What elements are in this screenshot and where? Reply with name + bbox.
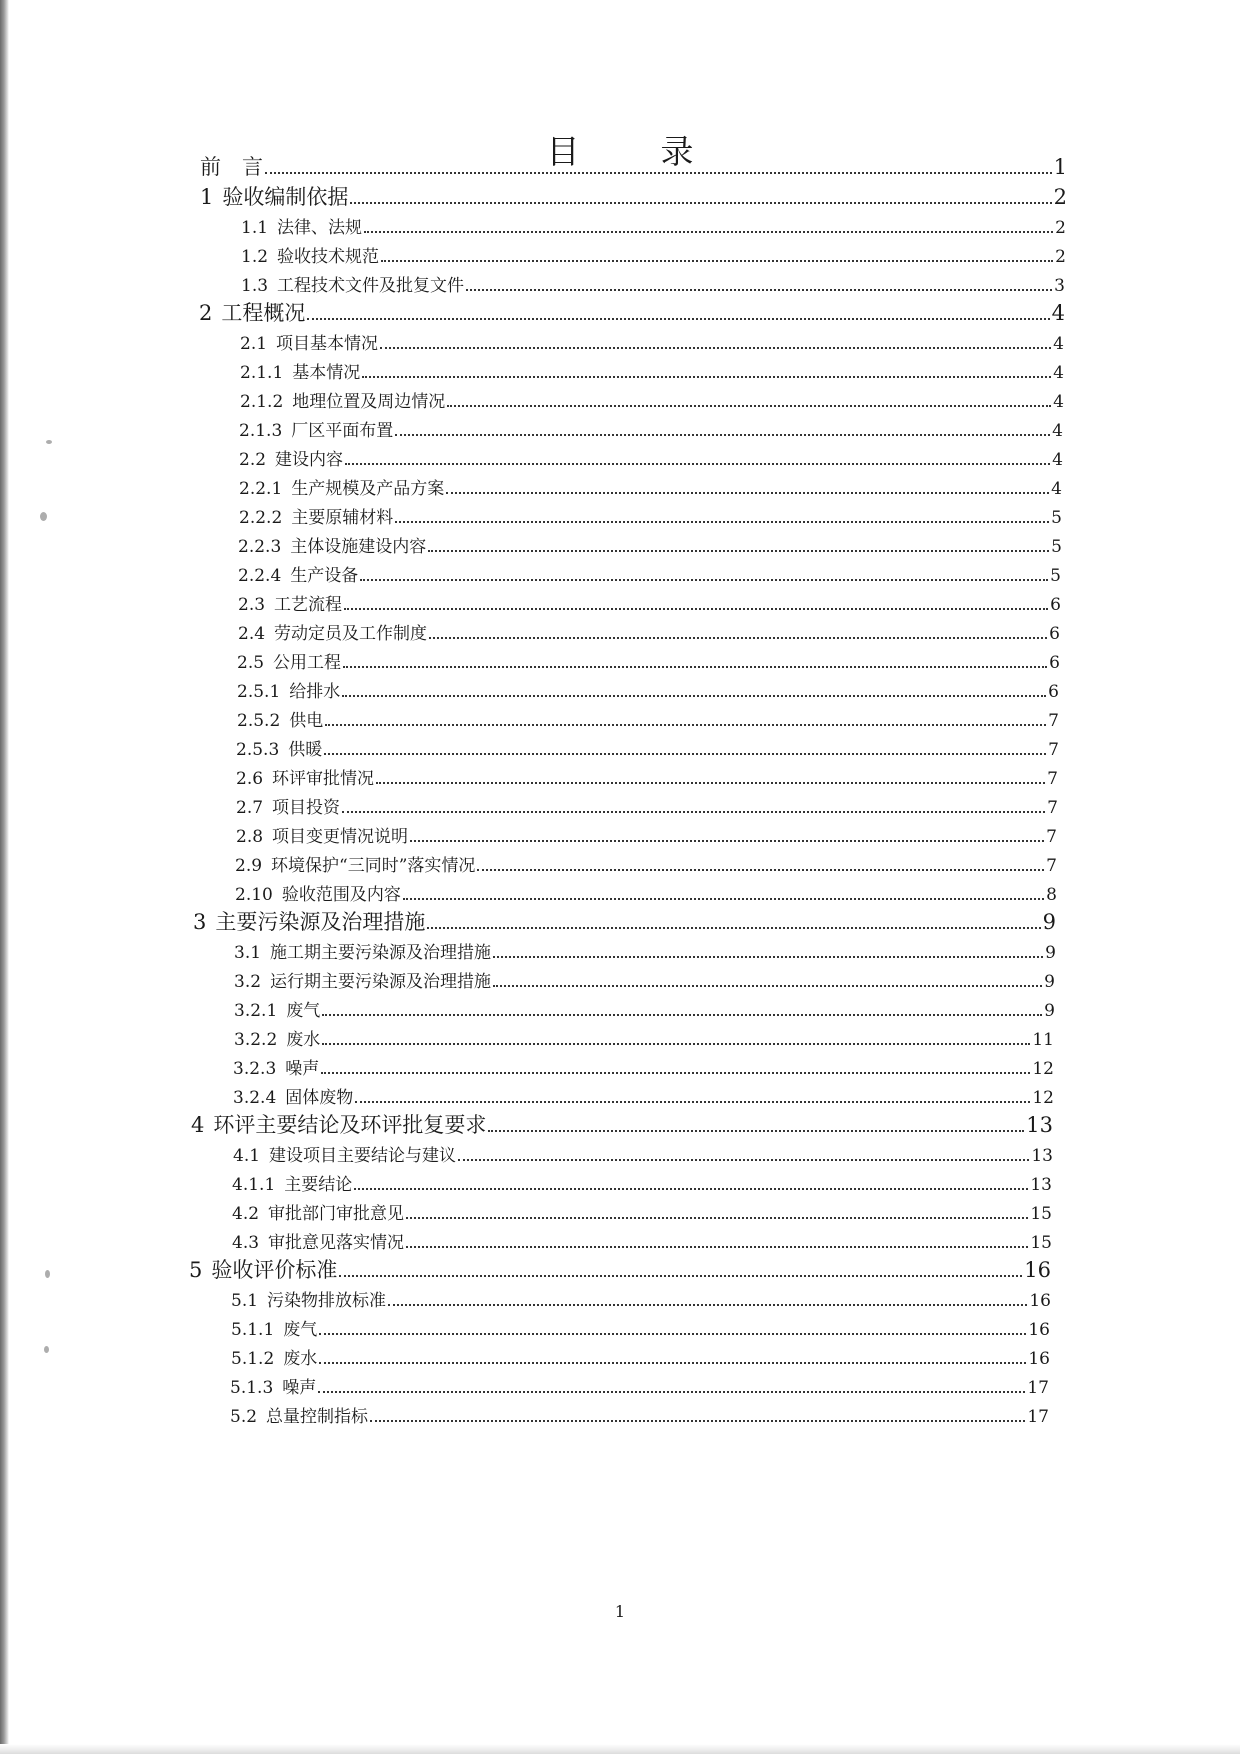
toc-entry[interactable] [230, 1396, 1049, 1426]
toc-dot-leader [319, 1362, 1026, 1364]
toc-entry-label: 验收评价标准 [211, 1258, 338, 1282]
toc-entry-number: 2.2.1 [239, 479, 283, 499]
toc-entry-number: 1 [200, 185, 214, 209]
toc-entry[interactable] [231, 1309, 1050, 1339]
toc-entry-label: 生产设备 [290, 566, 359, 586]
scan-speck [44, 1346, 49, 1353]
toc-page-number: 17 [1027, 1378, 1049, 1398]
toc-entry-label: 审批意见落实情况 [268, 1233, 405, 1253]
toc-dot-leader [477, 869, 1044, 871]
toc-dot-leader [322, 1043, 1030, 1045]
toc-entry-title [235, 858, 475, 875]
toc-dot-leader [322, 1014, 1042, 1016]
toc-dot-leader [403, 898, 1044, 900]
toc-entry-label: 法律、法规 [277, 218, 363, 238]
toc-entry-label: 主要污染源及治理措施 [215, 910, 426, 934]
toc-entry[interactable] [235, 845, 1057, 875]
toc-dot-leader [376, 782, 1045, 784]
toc-entry[interactable] [189, 1251, 1051, 1281]
toc-entry-title [241, 220, 362, 237]
toc-entry-number: 3.2.1 [234, 1001, 278, 1021]
toc-entry-label: 废气 [286, 1001, 321, 1021]
toc-entry-label: 废水 [286, 1030, 321, 1050]
toc-entry-number: 2.2.4 [238, 566, 282, 586]
toc-entry[interactable] [234, 1019, 1054, 1049]
toc-entry[interactable] [233, 1048, 1054, 1078]
toc-dot-leader [406, 1217, 1028, 1219]
toc-entry-number: 4 [191, 1113, 205, 1137]
toc-entry-label: 环境保护“三同时”落实情况 [271, 856, 476, 876]
toc-entry-label: 工程概况 [221, 301, 306, 325]
scan-shadow-left [0, 0, 9, 1754]
toc-entry-title [191, 1115, 486, 1136]
toc-entry-label: 验收技术规范 [277, 247, 380, 267]
toc-page-number: 15 [1030, 1204, 1052, 1224]
toc-entry-number: 2.5 [237, 653, 265, 673]
toc-page-number: 12 [1032, 1088, 1054, 1108]
toc-entry-number: 4.2 [232, 1204, 260, 1224]
toc-entry-number: 2.6 [236, 769, 264, 789]
toc-dot-leader [488, 1130, 1024, 1132]
toc-dot-leader [388, 1304, 1027, 1306]
toc-entry-number: 1.2 [241, 247, 269, 267]
toc-page-number: 13 [1026, 1113, 1053, 1137]
toc-entry-number: 2.10 [235, 885, 273, 905]
toc-entry-number: 5 [189, 1258, 203, 1282]
toc-entry[interactable] [200, 148, 1067, 178]
toc-page-number: 7 [1046, 856, 1057, 876]
toc-entry[interactable] [237, 642, 1060, 672]
scan-speck [40, 512, 47, 521]
toc-entry-title [234, 974, 491, 991]
scan-speck [45, 1270, 50, 1278]
toc-entry-title [234, 1032, 320, 1049]
toc-entry[interactable] [237, 671, 1059, 701]
toc-entry-number: 2.5.3 [236, 740, 280, 760]
toc-entry[interactable] [231, 1338, 1050, 1368]
toc-entry[interactable] [233, 1135, 1053, 1165]
toc-entry-label: 供暖 [288, 740, 323, 760]
toc-entry-label: 厂区平面布置 [291, 421, 394, 441]
toc-entry[interactable] [191, 1106, 1053, 1136]
toc-dot-leader [466, 289, 1052, 291]
toc-entry-title [200, 157, 263, 178]
toc-entry-number: 2.1.1 [240, 363, 284, 383]
toc-entry[interactable] [241, 265, 1065, 295]
toc-entry-number: 5.2 [230, 1407, 258, 1427]
toc-page-number: 3 [1054, 276, 1065, 296]
toc-entry-title [240, 365, 360, 382]
toc-entry[interactable] [234, 961, 1055, 991]
toc-entry-label: 主要原辅材料 [291, 508, 394, 528]
toc-entry-number: 4.1 [233, 1146, 261, 1166]
toc-entry-title [237, 713, 323, 730]
toc-entry[interactable] [236, 758, 1058, 788]
toc-page-number: 9 [1045, 943, 1056, 963]
toc-entry-number: 2.7 [236, 798, 264, 818]
toc-entry-label: 项目基本情况 [276, 334, 379, 354]
toc-entry[interactable] [236, 787, 1058, 817]
toc-entry-label: 公用工程 [273, 653, 342, 673]
toc-entry-label: 施工期主要污染源及治理措施 [270, 943, 492, 963]
toc-page-number: 8 [1046, 885, 1057, 905]
toc-entry[interactable] [239, 410, 1063, 440]
toc-dot-leader [265, 172, 1052, 174]
toc-entry[interactable] [193, 903, 1056, 933]
toc-entry-title [236, 829, 408, 846]
toc-page-number: 4 [1051, 301, 1065, 325]
toc-entry-title [241, 249, 379, 266]
toc-entry-label: 供电 [289, 711, 324, 731]
toc-entry-number: 5.1.1 [231, 1320, 275, 1340]
toc-dot-leader [355, 1101, 1030, 1103]
toc-entry-number: 4.1.1 [232, 1175, 276, 1195]
toc-entry[interactable] [234, 990, 1055, 1020]
toc-dot-leader [427, 927, 1040, 929]
toc-dot-leader [324, 753, 1046, 755]
toc-entry-number: 1.1 [241, 218, 269, 238]
toc-dot-leader [339, 1275, 1022, 1277]
toc-dot-leader [428, 550, 1049, 552]
toc-entry[interactable] [238, 584, 1061, 614]
toc-entry-title [238, 597, 342, 614]
toc-page-number: 5 [1051, 537, 1062, 557]
toc-entry-title [234, 945, 491, 962]
toc-entry[interactable] [241, 207, 1066, 237]
toc-entry-number: 3 [193, 910, 207, 934]
toc-entry[interactable] [240, 381, 1064, 411]
toc-page-number: 15 [1030, 1233, 1052, 1253]
toc-dot-leader [380, 347, 1051, 349]
toc-page-number: 4 [1053, 334, 1064, 354]
toc-entry-label: 项目变更情况说明 [272, 827, 409, 847]
toc-entry[interactable] [200, 178, 1067, 208]
toc-dot-leader [318, 1391, 1025, 1393]
toc-entry-label: 劳动定员及工作制度 [274, 624, 428, 644]
toc-dot-leader [447, 405, 1051, 407]
toc-entry-title [233, 1090, 353, 1107]
toc-entry-title [231, 1322, 317, 1339]
toc-entry-title [193, 912, 425, 933]
toc-entry-number: 2.3 [238, 595, 266, 615]
toc-page-number: 16 [1028, 1320, 1050, 1340]
toc-entry-number: 5.1.3 [230, 1378, 274, 1398]
toc-page-number: 6 [1050, 595, 1061, 615]
toc-entry[interactable] [241, 236, 1066, 266]
toc-entry-title [236, 800, 340, 817]
toc-page-number: 16 [1024, 1258, 1051, 1282]
toc-page-number: 7 [1046, 827, 1057, 847]
toc-dot-leader [395, 434, 1050, 436]
toc-entry[interactable] [236, 729, 1059, 759]
toc-page-number: 4 [1053, 363, 1064, 383]
toc-entry-label: 建设内容 [275, 450, 344, 470]
toc-entry[interactable] [238, 555, 1061, 585]
toc-dot-leader [493, 985, 1042, 987]
toc-entry-label: 项目投资 [272, 798, 341, 818]
toc-entry-number: 5.1 [231, 1291, 259, 1311]
toc-page-number: 7 [1048, 711, 1059, 731]
toc-entry[interactable] [238, 613, 1060, 643]
toc-page-number: 16 [1028, 1349, 1050, 1369]
toc-page-number: 4 [1051, 479, 1062, 499]
toc-entry[interactable] [234, 932, 1056, 962]
toc-dot-leader [370, 1420, 1025, 1422]
toc-dot-leader [342, 811, 1045, 813]
toc-entry-label: 废气 [283, 1320, 318, 1340]
toc-entry-label: 噪声 [282, 1378, 317, 1398]
toc-entry-title [240, 394, 445, 411]
toc-dot-leader [360, 579, 1048, 581]
toc-dot-leader [343, 666, 1047, 668]
toc-entry-title [230, 1409, 368, 1426]
toc-entry-number: 2 [199, 301, 213, 325]
toc-entry-title [237, 655, 341, 672]
toc-entry-label: 基本情况 [292, 363, 361, 383]
toc-entry-number: 3.2.3 [233, 1059, 277, 1079]
toc-entry-number: 2.1.2 [240, 392, 284, 412]
toc-entry-label: 验收范围及内容 [281, 885, 401, 905]
toc-page-number: 6 [1048, 682, 1059, 702]
toc-entry-label: 生产规模及产品方案 [291, 479, 445, 499]
toc-dot-leader [362, 376, 1051, 378]
toc-entry-label: 废水 [283, 1349, 318, 1369]
toc-title: 目 录 [546, 132, 718, 171]
toc-page-number: 5 [1051, 508, 1062, 528]
toc-dot-leader [319, 1333, 1026, 1335]
toc-entry[interactable] [232, 1222, 1052, 1252]
toc-dot-leader [345, 463, 1050, 465]
toc-dot-leader [350, 202, 1051, 204]
toc-entry-title [239, 423, 393, 440]
toc-page-number: 7 [1048, 740, 1059, 760]
toc-entry-number: 2.2.2 [239, 508, 283, 528]
toc-entry-number: 3.2 [234, 972, 262, 992]
toc-entry-number: 3.1 [234, 943, 262, 963]
toc-entry-label: 总量控制指标 [266, 1407, 369, 1427]
toc-entry[interactable] [230, 1367, 1049, 1397]
toc-entry[interactable] [240, 352, 1064, 382]
toc-dot-leader [429, 637, 1047, 639]
toc-entry-label: 污染物排放标准 [267, 1291, 387, 1311]
page-number-footer: 1 [614, 1602, 626, 1621]
toc-page-number: 6 [1049, 624, 1060, 644]
toc-page-number: 12 [1032, 1059, 1054, 1079]
scan-shadow-bottom [0, 1744, 1240, 1754]
toc-entry-number: 3.2.2 [234, 1030, 278, 1050]
toc-entry-label: 工艺流程 [274, 595, 343, 615]
toc-entry-label: 运行期主要污染源及治理措施 [270, 972, 492, 992]
toc-entry[interactable] [233, 1077, 1054, 1107]
toc-entry-number: 1.3 [241, 276, 269, 296]
toc-dot-leader [406, 1246, 1028, 1248]
toc-entry-label: 前 言 [200, 155, 263, 179]
toc-entry-title [238, 568, 358, 585]
toc-entry-label: 主要结论 [284, 1175, 353, 1195]
toc-entry[interactable] [239, 439, 1063, 469]
toc-entry-label: 环评主要结论及环评批复要求 [213, 1113, 487, 1137]
toc-entry-title [189, 1260, 337, 1281]
toc-entry[interactable] [240, 323, 1064, 353]
toc-entry-title [230, 1380, 316, 1397]
toc-entry-title [232, 1235, 404, 1252]
toc-dot-leader [395, 521, 1049, 523]
toc-dot-leader [325, 724, 1046, 726]
toc-entry-number: 2.1 [240, 334, 268, 354]
toc-dot-leader [354, 1188, 1028, 1190]
toc-page-number: 4 [1053, 392, 1064, 412]
toc-entry-title [237, 684, 340, 701]
toc-entry[interactable] [235, 874, 1057, 904]
toc-entry-title [239, 452, 343, 469]
toc-entry[interactable] [232, 1193, 1052, 1223]
toc-page-number: 4 [1052, 450, 1063, 470]
toc-entry-number: 2.8 [236, 827, 264, 847]
toc-page-number: 5 [1050, 566, 1061, 586]
toc-dot-leader [410, 840, 1044, 842]
toc-entry[interactable] [231, 1280, 1051, 1310]
toc-entry[interactable] [239, 497, 1062, 527]
toc-entry-label: 主体设施建设内容 [290, 537, 427, 557]
toc-page-number: 9 [1044, 1001, 1055, 1021]
toc-entry-label: 噪声 [285, 1059, 320, 1079]
toc-dot-leader [307, 318, 1049, 320]
toc-dot-leader [381, 260, 1053, 262]
toc-page-number: 2 [1055, 218, 1066, 238]
toc-dot-leader [493, 956, 1043, 958]
toc-entry-title [199, 303, 305, 324]
toc-entry-number: 2.2 [239, 450, 267, 470]
toc-entry-label: 建设项目主要结论与建议 [269, 1146, 457, 1166]
toc-entry-title [238, 626, 427, 643]
toc-dot-leader [364, 231, 1053, 233]
toc-entry-title [233, 1148, 456, 1165]
toc-page-number: 2 [1055, 247, 1066, 267]
toc-page-number: 11 [1032, 1030, 1054, 1050]
toc-dot-leader [321, 1072, 1030, 1074]
toc-entry-title [200, 187, 348, 208]
toc-page-number: 13 [1030, 1175, 1052, 1195]
toc-entry[interactable] [238, 526, 1062, 556]
toc-page-number: 2 [1053, 185, 1067, 209]
toc-entry-title [232, 1177, 352, 1194]
toc-dot-leader [446, 492, 1049, 494]
toc-page-number: 6 [1049, 653, 1060, 673]
toc-entry-number: 3.2.4 [233, 1088, 277, 1108]
toc-page-number: 13 [1031, 1146, 1053, 1166]
toc-entry-label: 地理位置及周边情况 [292, 392, 446, 412]
toc-page-number: 7 [1047, 769, 1058, 789]
toc-entry-title [239, 510, 393, 527]
toc-page-number: 7 [1047, 798, 1058, 818]
toc-entry-title [239, 481, 444, 498]
toc-page-number: 9 [1044, 972, 1055, 992]
toc-entry-label: 固体废物 [285, 1088, 354, 1108]
toc-entry-number: 2.4 [238, 624, 266, 644]
toc-entry-number: 4.3 [232, 1233, 260, 1253]
toc-entry-number: 2.2.3 [238, 537, 282, 557]
scan-speck [46, 440, 52, 444]
toc-entry-label: 工程技术文件及批复文件 [277, 276, 465, 296]
toc-entry[interactable] [199, 294, 1065, 324]
toc-entry-number: 2.5.2 [237, 711, 281, 731]
toc-page-number: 4 [1052, 421, 1063, 441]
toc-dot-leader [344, 608, 1048, 610]
toc-entry[interactable] [232, 1164, 1052, 1194]
toc-entry-label: 审批部门审批意见 [268, 1204, 405, 1224]
toc-dot-leader [458, 1159, 1029, 1161]
toc-entry-title [236, 771, 374, 788]
toc-dot-leader [342, 695, 1046, 697]
toc-entry-number: 2.5.1 [237, 682, 281, 702]
toc-entry-title [235, 887, 401, 904]
toc-entry-number: 2.9 [235, 856, 263, 876]
toc-entry-title [236, 742, 322, 759]
toc-page-number: 1 [1053, 155, 1067, 179]
toc-entry-label: 环评审批情况 [272, 769, 375, 789]
toc-entry-number: 5.1.2 [231, 1349, 275, 1369]
toc-entry-title [231, 1293, 386, 1310]
toc-entry-title [232, 1206, 404, 1223]
toc-page-number: 9 [1042, 910, 1056, 934]
toc-entry-title [241, 278, 464, 295]
toc-page-number: 17 [1027, 1407, 1049, 1427]
toc-entry-title [240, 336, 378, 353]
toc-entry-title [233, 1061, 319, 1078]
toc-entry-label: 验收编制依据 [222, 185, 349, 209]
toc-entry-title [231, 1351, 317, 1368]
toc-entry-title [234, 1003, 320, 1020]
toc-entry-label: 给排水 [289, 682, 341, 702]
toc-entry-number: 2.1.3 [239, 421, 283, 441]
toc-entry[interactable] [239, 468, 1062, 498]
toc-entry[interactable] [236, 816, 1057, 846]
toc-entry-title [238, 539, 426, 556]
toc-entry[interactable] [237, 700, 1059, 730]
toc-page-number: 16 [1029, 1291, 1051, 1311]
